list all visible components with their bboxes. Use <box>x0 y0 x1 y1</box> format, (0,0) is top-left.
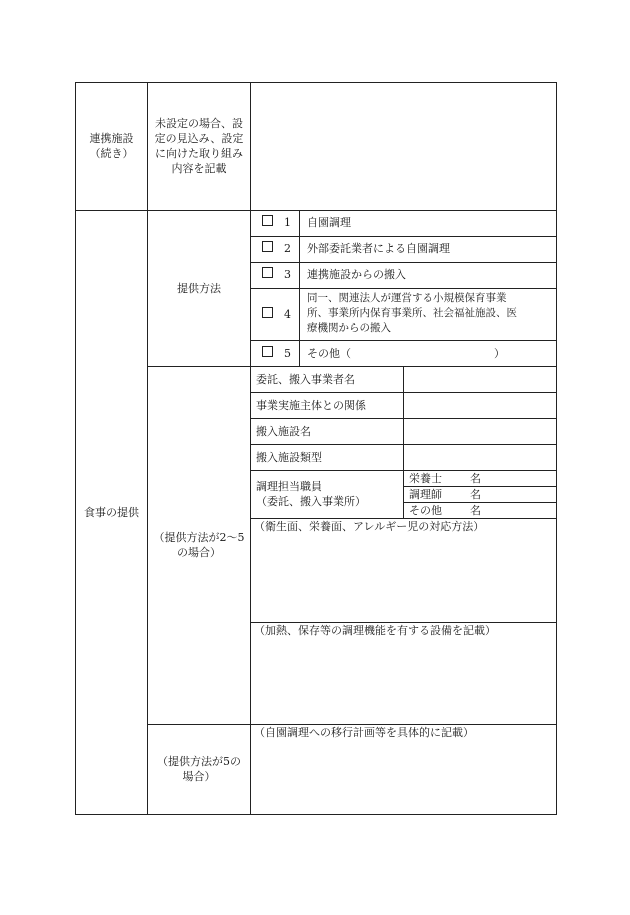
staff-unit-other: 名 <box>470 504 481 517</box>
divider-option2 <box>250 262 556 263</box>
equipment-note: （加熱、保存等の調理機能を有する設備を記載） <box>254 624 496 637</box>
option-4-checkbox[interactable] <box>262 307 273 318</box>
option-2-row <box>262 241 273 256</box>
option-1-text: 自園調理 <box>307 216 351 229</box>
facility-type-input[interactable] <box>404 445 556 470</box>
relation-label: 事業実施主体との関係 <box>256 399 366 412</box>
option-3-text: 連携施設からの搬入 <box>307 268 406 281</box>
section1-input-area[interactable] <box>251 83 556 210</box>
staff-role-nutritionist: 栄養士 <box>409 472 442 485</box>
staff-unit-cook: 名 <box>470 488 481 501</box>
border-right <box>556 82 557 815</box>
option-5-checkbox[interactable] <box>262 346 273 357</box>
section1-title: 連携施設 （続き） <box>89 132 134 160</box>
staff-label: 調理担当職員 （委託、搬入事業所） <box>256 480 366 508</box>
option-number-divider <box>299 210 300 366</box>
meal-title: 食事の提供 <box>84 506 139 519</box>
option-5-number: 5 <box>284 347 291 360</box>
staff-role-cook: 調理師 <box>409 488 442 501</box>
option-4-text: 同一、関連法人が運営する小規模保育事業 所、事業所内保育事業所、社会福祉施設、医 療機関からの搬入 <box>307 292 517 334</box>
equipment-input-area[interactable] <box>251 640 556 724</box>
divider-option3 <box>250 288 556 289</box>
case-2-5-label: （提供方法が2～5 の場合） <box>153 531 245 559</box>
option-3-number: 3 <box>284 268 291 281</box>
option-5-text: その他（ ） <box>307 347 505 360</box>
transition-input-area[interactable] <box>251 742 556 814</box>
option-5-row <box>262 346 273 361</box>
facility-input[interactable] <box>404 419 556 444</box>
facility-label: 搬入施設名 <box>256 425 311 438</box>
option-3-row <box>262 267 273 282</box>
option-4-number: 4 <box>284 308 291 321</box>
col-divider-1 <box>147 82 148 815</box>
option-1-number: 1 <box>284 216 291 229</box>
staff-unit-nutritionist: 名 <box>470 472 481 485</box>
facility-type-label: 搬入施設類型 <box>256 451 322 464</box>
section1-subtitle: 未設定の場合、設 定の見込み、設定 に向けた取り組み 内容を記載 <box>154 117 244 175</box>
option-1-checkbox[interactable] <box>262 215 273 226</box>
relation-input[interactable] <box>404 393 556 418</box>
option-1-row <box>262 215 273 230</box>
border-left <box>75 82 76 815</box>
hygiene-input-area[interactable] <box>251 536 556 622</box>
option-3-checkbox[interactable] <box>262 267 273 278</box>
method-label: 提供方法 <box>177 282 221 295</box>
contractor-input[interactable] <box>404 367 556 392</box>
divider-option4 <box>250 340 556 341</box>
option-2-number: 2 <box>284 242 291 255</box>
transition-note: （自園調理への移行計画等を具体的に記載） <box>254 726 474 739</box>
option-2-checkbox[interactable] <box>262 241 273 252</box>
option-2-text: 外部委託業者による自園調理 <box>307 242 450 255</box>
staff-role-other: その他 <box>409 504 442 517</box>
contractor-label: 委託、搬入事業者名 <box>256 373 355 386</box>
hygiene-note: （衛生面、栄養面、アレルギー児の対応方法） <box>254 520 485 533</box>
case-5-label: （提供方法が5の 場合） <box>157 755 241 783</box>
option-4-row <box>262 307 273 322</box>
divider-option1 <box>250 236 556 237</box>
